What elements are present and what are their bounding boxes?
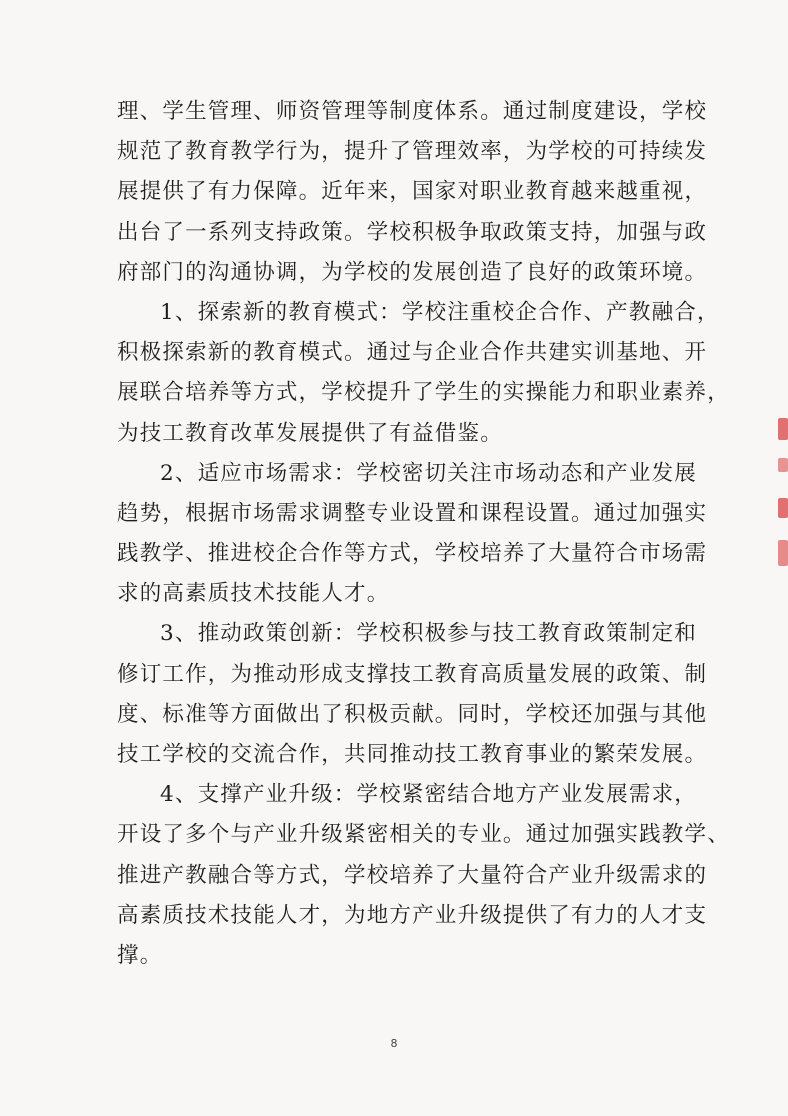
paragraph-4-start: 4、支撑产业升级：学校紧密结合地方产业发展需求， bbox=[160, 782, 697, 808]
paragraph-2-start: 2、适应市场需求：学校密切关注市场动态和产业发展 bbox=[160, 460, 697, 486]
text-line: 理、学生管理、师资管理等制度体系。通过制度建设，学校 bbox=[117, 99, 708, 124]
text-line: 推进产教融合等方式，学校培养了大量符合产业升级需求的 bbox=[117, 862, 708, 888]
body-text bbox=[117, 92, 730, 976]
text-line: 开设了多个与产业升级紧密相关的专业。通过加强实践教学、 bbox=[117, 822, 730, 848]
text-line: 技工学校的交流合作，共同推动技工教育事业的繁荣发展。 bbox=[117, 742, 708, 767]
text-line: 践教学、推进校企合作等方式，学校培养了大量符合市场需 bbox=[117, 541, 708, 567]
edge-stamp-mark bbox=[778, 498, 788, 518]
edge-stamp-mark bbox=[778, 458, 788, 472]
paragraph-3-start: 3、推动政策创新：学校积极参与技工教育政策制定和 bbox=[160, 621, 697, 647]
text-line: 规范了教育教学行为，提升了管理效率，为学校的可持续发 bbox=[117, 139, 708, 165]
edge-stamp-mark bbox=[778, 418, 788, 440]
text-line: 为技工教育改革发展提供了有益借鉴。 bbox=[117, 420, 503, 446]
text-line: 展提供了有力保障。近年来，国家对职业教育越来越重视， bbox=[117, 179, 708, 205]
text-line: 积极探索新的教育模式。通过与企业合作共建实训基地、开 bbox=[117, 340, 708, 366]
paragraph-1-start: 1、探索新的教育模式：学校注重校企合作、产教融合， bbox=[160, 299, 720, 325]
text-line: 撑。 bbox=[117, 942, 163, 968]
page-number: 8 bbox=[390, 1037, 398, 1050]
text-line: 府部门的沟通协调，为学校的发展创造了良好的政策环境。 bbox=[117, 259, 708, 285]
text-line: 趋势，根据市场需求调整专业设置和课程设置。通过加强实 bbox=[117, 500, 708, 526]
text-line: 度、标准等方面做出了积极贡献。同时，学校还加强与其他 bbox=[117, 701, 708, 727]
text-line: 修订工作，为推动形成支撑技工教育高质量发展的政策、制 bbox=[117, 661, 708, 687]
edge-stamp-mark bbox=[778, 540, 788, 566]
text-line: 出台了一系列支持政策。学校积极争取政策支持，加强与政 bbox=[117, 219, 708, 245]
text-line: 求的高素质技术技能人才。 bbox=[117, 581, 390, 607]
text-line: 高素质技术技能人才，为地方产业升级提供了有力的人才支 bbox=[117, 902, 708, 928]
text-line: 展联合培养等方式，学校提升了学生的实操能力和职业素养， bbox=[117, 380, 730, 406]
